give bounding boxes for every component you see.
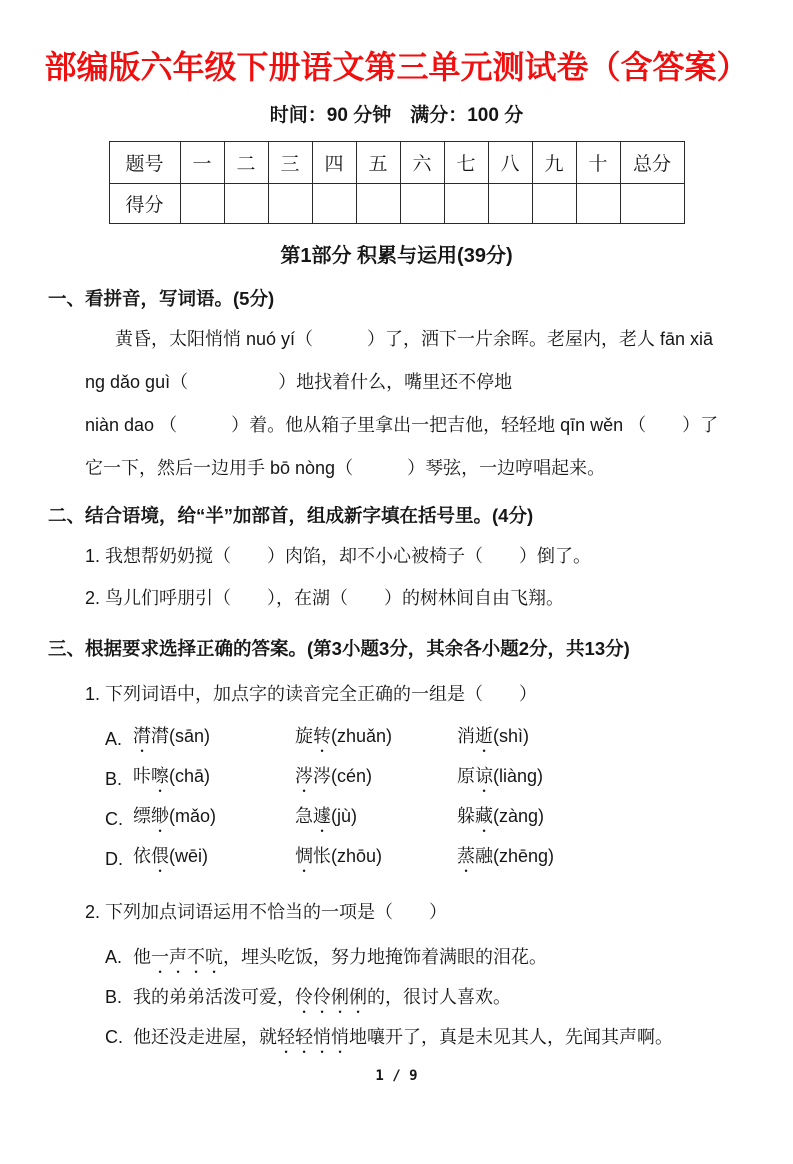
word-with-dot: 潸潸(sān) [133,726,211,746]
q2-option-c: C. 他还没走进屋，就轻轻悄悄地嚷开了，真是未见其人，先闻其声啊。 [105,1017,757,1057]
score-table-header-cell: 题号 [109,142,180,184]
section2-items [48,535,757,619]
section1-passage [48,318,757,490]
q1-stem: 1. 下列词语中，加点字的读音完全正确的一组是（ ） [85,684,538,704]
score-table-header-row [109,142,684,184]
word-with-dot: 原谅(liàng) [457,766,544,786]
score-table-header-cell: 二 [224,142,268,184]
page-title: 部编版六年级下册语文第三单元测试卷（含答案） [44,49,749,85]
word-with-dot: 惆怅(zhōu) [295,846,383,866]
word-with-dot: 涔涔(cén) [295,766,373,786]
word-with-dot: 咔嚓(chā) [133,766,211,786]
section2-item: 1. 我想帮奶奶搅（ ）肉馅，却不小心被椅子（ ）倒了。 [85,546,592,566]
passage-line: 黄昏，太阳悄悄 nuó yí（ ）了，洒下一片余晖。老屋内，老人 fān xiā [115,329,714,349]
q1-options [48,719,757,879]
score-blank-cell [532,184,576,224]
word-with-dot: 旋转(zhuǎn) [295,726,393,746]
option-label: B. [105,987,123,1007]
score-table-header-cell: 九 [532,142,576,184]
q1-option-b [105,759,757,799]
option-label: A. [105,728,123,749]
score-table-header-cell: 四 [312,142,356,184]
section2-heading: 二、结合语境，给“半”加部首，组成新字填在括号里。(4分) [48,505,534,526]
passage-line: niàn dao （ ）着。他从箱子里拿出一把吉他，轻轻地 qīn wěn （ ）了 [85,415,719,435]
score-blank-cell [444,184,488,224]
score-blank-cell [576,184,620,224]
score-table-header-cell: 五 [356,142,400,184]
exam-meta: 时间：90 分钟 满分：100 分 [269,105,524,126]
score-blank-cell [268,184,312,224]
section1-heading: 一、看拼音，写词语。(5分) [48,288,275,309]
test-paper-page [0,42,793,1084]
score-blank-cell [620,184,684,224]
option-label: B. [105,768,123,789]
score-table [109,141,685,224]
word-with-dot: 急遽(jù) [295,806,357,826]
score-table-header-cell: 八 [488,142,532,184]
score-blank-cell [488,184,532,224]
option-label: D. [105,848,123,869]
word-with-dot: 缥缈(mǎo) [133,806,217,826]
q1-option-a [105,719,757,759]
q2-stem: 2. 下列加点词语运用不恰当的一项是（ ） [85,902,448,922]
score-table-header-cell: 十 [576,142,620,184]
word-with-dot: 躲藏(zàng) [457,806,545,826]
option-label: A. [105,947,123,967]
score-table-header-cell: 一 [180,142,224,184]
paper-body [0,285,793,1057]
section3-heading: 三、根据要求选择正确的答案。(第3小题3分，其余各小题2分，共13分) [48,638,630,659]
score-blank-cell [224,184,268,224]
score-table-header-cell: 六 [400,142,444,184]
option-label: C. [105,808,123,829]
q1-option-d [105,839,757,879]
score-blank-cell [312,184,356,224]
word-with-dot: 消逝(shì) [457,726,529,746]
score-row-label: 得分 [109,184,180,224]
score-blank-cell [400,184,444,224]
section2-item: 2. 鸟儿们呼朋引（ ），在湖（ ）的树林间自由飞翔。 [85,588,565,608]
q2-option-b: B. 我的弟弟活泼可爱，伶伶俐俐的，很讨人喜欢。 [105,977,757,1017]
part1-heading: 第1部分 积累与运用(39分) [280,245,513,267]
score-table-header-cell: 三 [268,142,312,184]
score-blank-cell [356,184,400,224]
score-table-score-row [109,184,684,224]
word-with-dot: 依偎(wēi) [133,846,208,866]
page-number: 1 / 9 [375,1068,418,1084]
option-label: C. [105,1027,123,1047]
q2-options [48,937,757,1057]
passage-line: ng dǎo guì（ ）地找着什么，嘴里还不停地 [85,372,513,392]
q1-option-c [105,799,757,839]
score-table-header-cell: 七 [444,142,488,184]
passage-line: 它一下，然后一边用手 bō nòng（ ）琴弦，一边哼唱起来。 [85,458,606,478]
q2-option-a: A. 他一声不吭，埋头吃饭，努力地掩饰着满眼的泪花。 [105,937,757,977]
word-with-dot: 蒸融(zhēng) [457,846,555,866]
score-table-header-cell: 总分 [620,142,684,184]
score-blank-cell [180,184,224,224]
